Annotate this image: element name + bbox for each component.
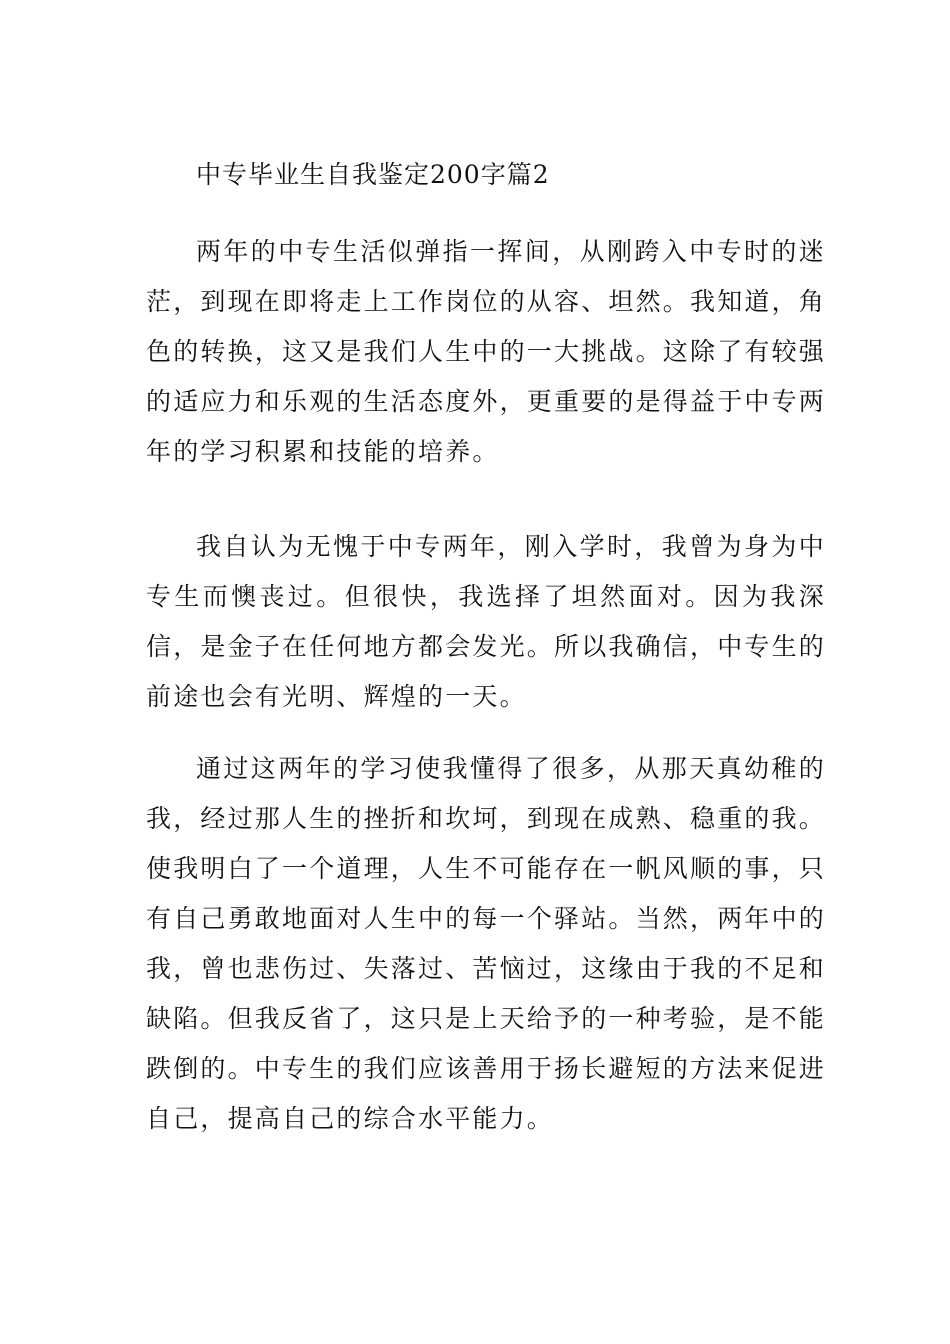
paragraph-1: 两年的中专生活似弹指一挥间，从刚跨入中专时的迷茫，到现在即将走上工作岗位的从容、坦然。我知道，角色的转换，这又是我们人生中的一大挑战。这除了有较强的适应力和乐观的生活态度外，更重要的是得益于中专两年的学习积累和技能的培养。 [146, 237, 827, 466]
paragraph-2: 我自认为无愧于中专两年，刚入学时，我曾为身为中专生而懊丧过。但很快，我选择了坦然面对。因为我深信，是金子在任何地方都会发光。所以我确信，中专生的前途也会有光明、辉煌的一天。 [146, 532, 827, 711]
paragraph-3: 通过这两年的学习使我懂得了很多，从那天真幼稚的我，经过那人生的挫折和坎坷，到现在成熟、稳重的我。使我明白了一个道理，人生不可能存在一帆风顺的事，只有自己勇敢地面对人生中的每一个驿站。当然，两年中的我，曾也悲伤过、失落过、苦恼过，这缘由于我的不足和缺陷。但我反省了，这只是上天给予的一种考验，是不能跌倒的。中专生的我们应该善用于扬长避短的方法来促进自己，提高自己的综合水平能力。 [146, 754, 827, 1133]
document-title: 中专毕业生自我鉴定200字篇2 [196, 160, 550, 189]
